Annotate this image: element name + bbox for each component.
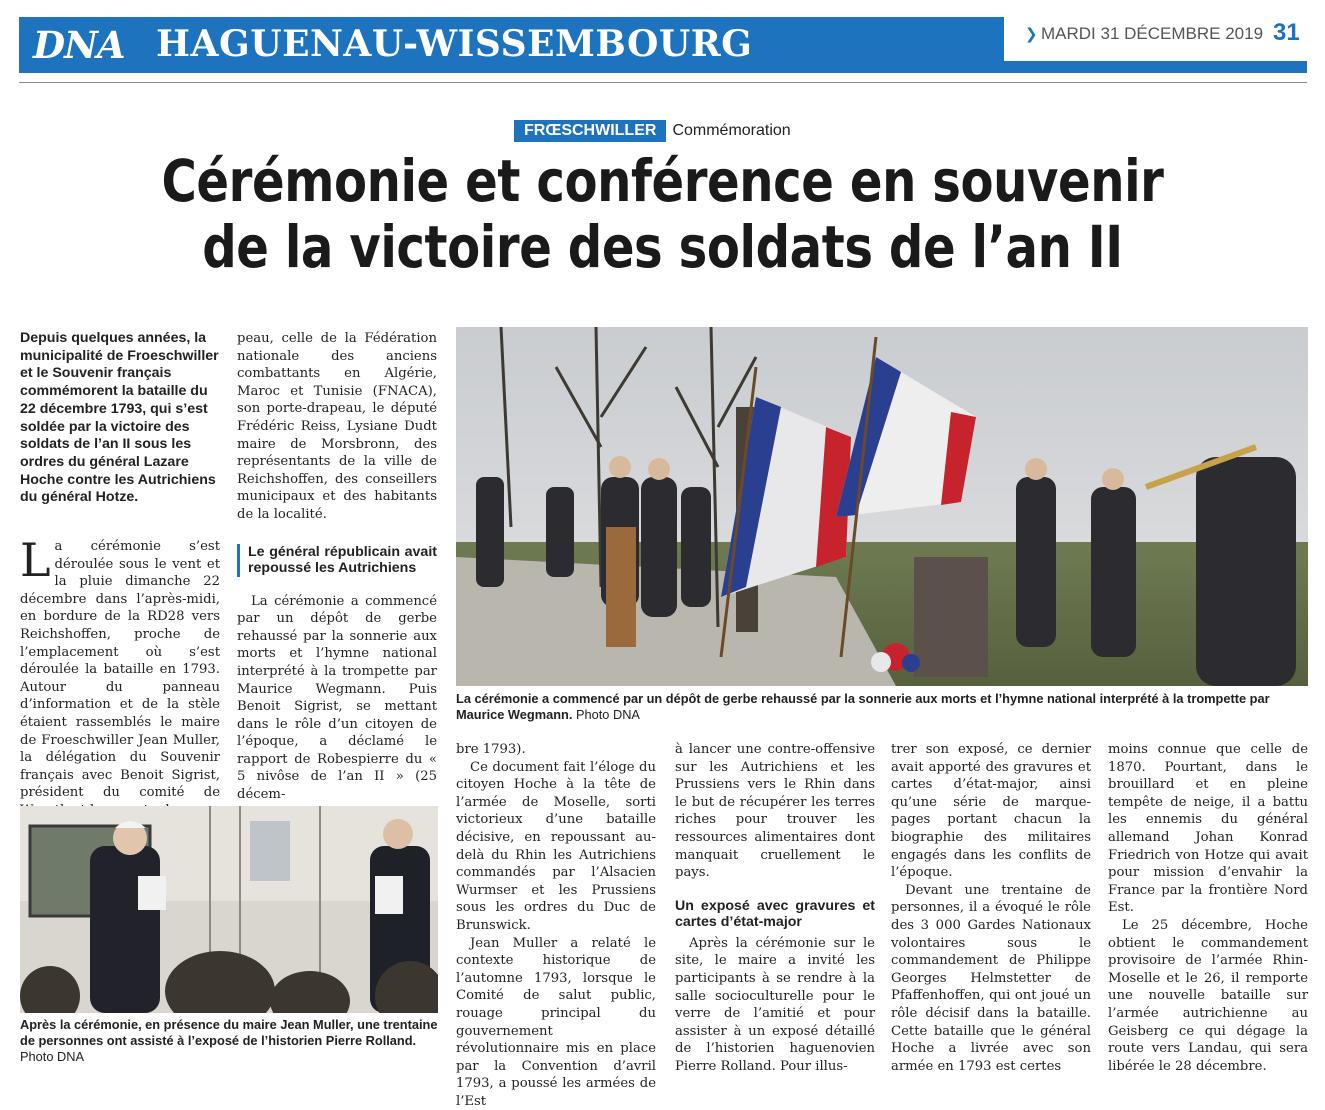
body-paragraph: Ce document fait l’éloge du citoyen Hoche à la tête de l’armée de Moselle, sorti victorieux d’une bataille décisive, en repoussant au-delà du Rhin les Autrichiens commandés par l’Alsacien Wurmser et les Prussiens sous les ordres du Duc de Brunswick. (456, 759, 656, 933)
photo-credit: Photo DNA (20, 1049, 85, 1064)
header-rule (19, 82, 1307, 83)
body-paragraph: trer son exposé, ce dernier avait apporté des gravures et cartes d’état-major, ainsi qu’une série de marque-pages portant chacun la biographie des militaires engagés dans les conflits de l’époque. (891, 742, 1091, 881)
body-paragraph: peau, celle de la Fédération nationale des anciens combattants en Algérie, Maroc et Tunisie (FNACA), son porte-drapeau, le député Frédéric Reiss, Lysiane Dudt maire de Morsbronn, des représentants de la ville de Reichshoffen, des conseillers municipaux et des habitants de la localité. (237, 331, 437, 522)
headline (129, 148, 1196, 280)
masthead-bar (19, 17, 1307, 73)
body-paragraph: Le 25 décembre, Hoche obtient le commandement provisoire de l’armée Rhin-Moselle et le 26, il remporte une nouvelle bataille sur l’armée autrichienne au Geisberg ce qui dégage la route vers Landau, qui sera libérée le 28 décembre. (1108, 917, 1308, 1074)
article-column-3 (456, 741, 656, 1110)
photo-credit: Photo DNA (575, 707, 640, 722)
intertitle: Le général républicain avait repoussé les Autrichiens (237, 544, 437, 577)
kicker (514, 120, 791, 142)
article-column-2 (237, 330, 437, 804)
page-number: 31 (1273, 19, 1300, 46)
photo-conference (20, 806, 438, 1013)
ceremony-photo-image (456, 327, 1308, 686)
headline-line-1: Cérémonie et conférence en souvenir (161, 147, 1164, 215)
body-paragraph: La cérémonie a commencé par un dépôt de gerbe rehaussé par la sonnerie aux morts et l’hymne national interprété à la trompette par Maurice Wegmann. Puis Benoit Sigrist, se mettant dans le rôle d’un citoyen de l’époque, a déclamé le rapport de Robespierre du « 5 nivôse de l’an II » (25 décem- (237, 593, 437, 803)
headline-line-2: de la victoire des soldats de l’an II (202, 213, 1123, 281)
photo-ceremony-caption: La cérémonie a commencé par un dépôt de gerbe rehaussé par la sonnerie aux morts et l’hymne national interprété à la trompette par Maurice Wegmann. Photo DNA (456, 691, 1270, 722)
body-paragraph: à lancer une contre-offensive sur les Autrichiens et les Prussiens vers le Rhin dans le but de récupérer les terres riches pour trouver les ressources alimentaires dont manquait cruellement le pays. (675, 742, 875, 881)
body-paragraph: moins connue que celle de 1870. Pourtant, dans le brouillard et en pleine tempête de neige, il a battu les ennemis du général allemand Johan Konrad Friedrich von Hotze qui avait pour mission d’envahir la France par la frontière Nord Est. (1108, 742, 1308, 916)
body-paragraph: Après la cérémonie sur le site, le maire a invité les participants à se rendre à la salle socioculturelle pour le verre de l’amitié et pour assister à un exposé détaillé de l’historien haguenovien Pierre Rolland. Pour illus- (675, 935, 875, 1074)
article-column-5 (891, 741, 1091, 1075)
conference-photo-image (20, 806, 438, 1013)
date-box (1004, 17, 1307, 61)
issue-date: MARDI 31 DÉCEMBRE 2019 (1041, 24, 1264, 43)
lead-paragraph: Depuis quelques années, la municipalité de Froeschwiller et le Souvenir français commémorent la bataille du 22 décembre 1793, qui s’est soldée par la victoire des soldats de l’an II sous les ordres du général Lazare Hoche contre les Autrichiens du général Hotze. (20, 330, 219, 506)
location-tag: FRŒSCHWILLER (514, 120, 666, 142)
photo-ceremony (456, 327, 1308, 686)
chevron-right-icon: ❯ (1025, 25, 1038, 43)
body-paragraph: bre 1793). (456, 742, 526, 757)
rubric-label: Commémoration (672, 122, 791, 139)
body-paragraph: La cérémonie s’est déroulée sous le vent et la pluie dimanche 22 décembre dans l’après-midi, en bordure de la RD28 vers Reichshoffen, proche de l’emplacement où s’est déroulée la bataille en 1793. Autour du panneau d’information et de la stèle étaient rassemblés le maire de Froeschwiller Jean Muller, la délégation du Souvenir français avec Benoit Sigrist, président du comité de (20, 533, 220, 801)
dna-logo: DNA (33, 23, 125, 67)
article-column-4 (675, 741, 875, 1076)
article-column-1 (20, 533, 220, 820)
body-paragraph: Jean Muller a relaté le contexte historique de l’automne 1793, lorsque le Comité de salut public, rouage principal du gouvernement révolutionnaire mis en place par la Convention d’avril 1793, a poussé les armées de l’Est (456, 935, 656, 1109)
body-paragraph: Devant une trentaine de personnes, il a évoqué le rôle des 3 000 Gardes Nationaux volontaires sous le commandement de Philippe Georges Helmstetter de Pfaffenhoffen, qui ont joué un rôle décisif dans la bataille. Cette bataille que le général Hoche a livrée avec son armée en 1793 est certes (891, 882, 1091, 1074)
section-title: HAGUENAU-WISSEMBOURG (156, 23, 753, 65)
intertitle: Un exposé avec gravures et cartes d’état-major (675, 897, 875, 931)
photo-conference-caption: Après la cérémonie, en présence du maire Jean Muller, une trentaine de personnes ont assisté à l’exposé de l’historien Pierre Rolland. Photo DNA (20, 1017, 438, 1064)
article-column-6 (1108, 741, 1308, 1075)
drop-cap: L (20, 533, 51, 587)
